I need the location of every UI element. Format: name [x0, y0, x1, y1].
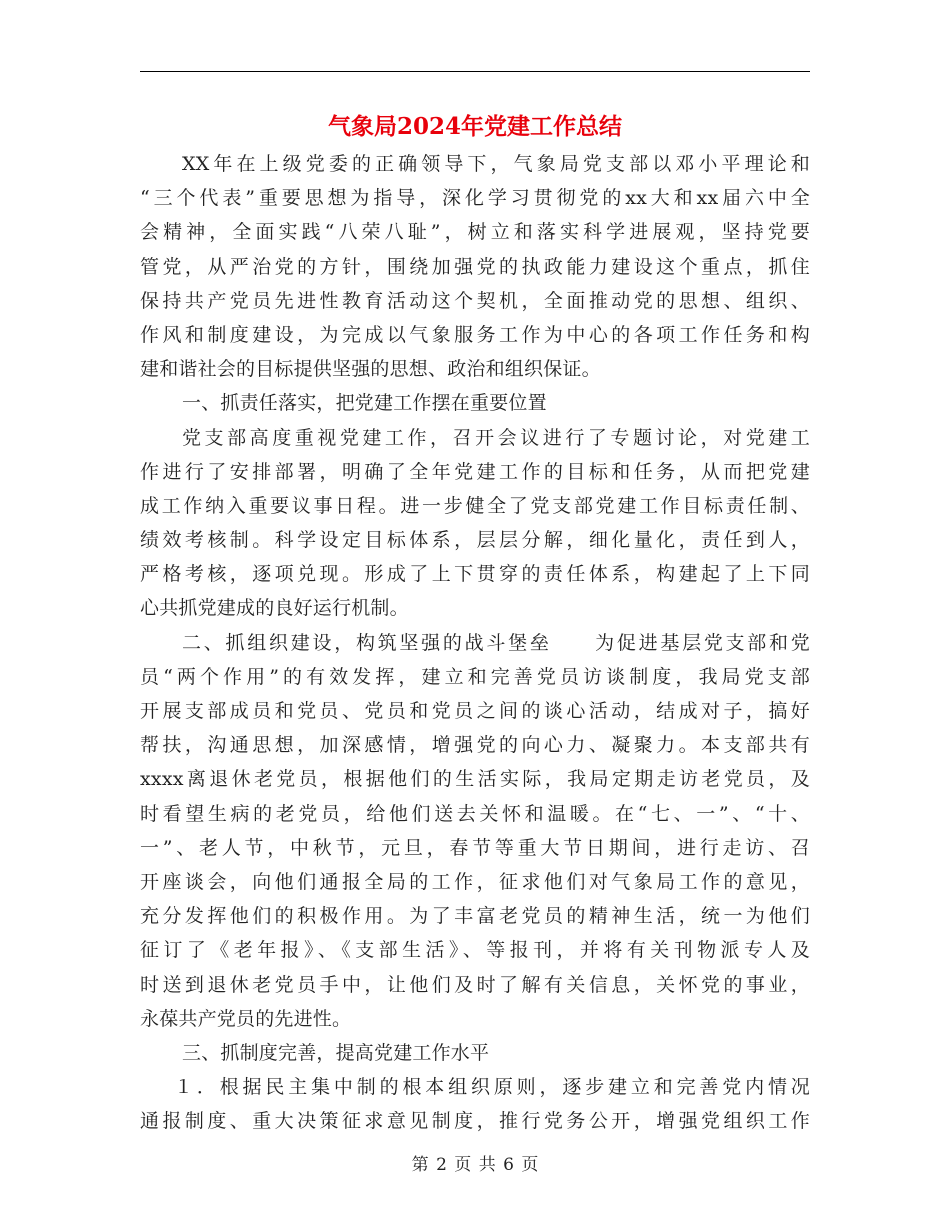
body-line: 时送到退休老党员手中，让他们及时了解有关信息，关怀党的事业，	[140, 973, 810, 996]
body-line: 绩效考核制。科学设定目标体系，层层分解，细化量化，责任到人，	[140, 529, 810, 552]
body-line: 一”、老人节，中秋节，元旦，春节等重大节日期间，进行走访、召	[140, 836, 810, 859]
body-line: 永葆共产党员的先进性。	[140, 1007, 352, 1030]
body-line: 心共抓党建成的良好运行机制。	[140, 597, 409, 620]
body-line: 严格考核，逐项兑现。形成了上下贯穿的责任体系，构建起了上下同	[140, 563, 810, 586]
body-line: 建和谐社会的目标提供坚强的思想、政治和组织保证。	[140, 358, 601, 381]
body-line: 员“两个作用”的有效发挥，建立和完善党员访谈制度，我局党支部	[140, 665, 810, 688]
body-line: 开座谈会，向他们通报全局的工作，征求他们对气象局工作的意见，	[140, 870, 810, 893]
body-line: 帮扶，沟通思想，加深感情，增强党的向心力、凝聚力。本支部共有	[140, 734, 810, 757]
body-line: 作进行了安排部署，明确了全年党建工作的目标和任务，从而把党建	[140, 460, 810, 483]
body-line: 开展支部成员和党员、党员和党员之间的谈心活动，结成对子，搞好	[140, 700, 810, 722]
section-heading: 一、抓责任落实，把党建工作摆在重要位置	[182, 392, 547, 415]
body-line: 保持共产党员先进性教育活动这个契机，全面推动党的思想、组织、	[140, 289, 810, 312]
page-number: 第 2 页 共 6 页	[411, 1155, 539, 1175]
body-line: 会精神，全面实践“八荣八耻”，树立和落实科学进展观，坚持党要	[140, 221, 810, 244]
body-line: 作风和制度建设，为完成以气象服务工作为中心的各项工作任务和构	[140, 323, 810, 346]
document-body	[140, 147, 810, 1138]
body-line: 成工作纳入重要议事日程。进一步健全了党支部党建工作目标责任制、	[140, 494, 810, 517]
body-line: 通报制度、重大决策征求意见制度，推行党务公开，增强党组织工作	[140, 1110, 810, 1133]
body-line: “三个代表”重要思想为指导，深化学习贯彻党的xx大和xx届六中全	[140, 187, 810, 210]
body-line: XX年在上级党委的正确领导下，气象局党支部以邓小平理论和	[182, 153, 810, 175]
document-title: 气象局2024年党建工作总结	[327, 113, 622, 140]
section-heading: 三、抓制度完善，提高党建工作水平	[182, 1041, 490, 1064]
body-line: 时看望生病的老党员，给他们送去关怀和温暖。在“七、一”、“十、	[140, 802, 810, 825]
body-line: 充分发挥他们的积极作用。为了丰富老党员的精神生活，统一为他们	[140, 905, 810, 928]
body-line: 征订了《老年报》、《支部生活》、等报刊，并将有关刊物派专人及	[140, 939, 810, 962]
header-rule	[140, 71, 810, 72]
body-line: 党支部高度重视党建工作，召开会议进行了专题讨论，对党建工	[182, 426, 810, 449]
body-line: xxxx离退休老党员，根据他们的生活实际，我局定期走访老党员，及	[140, 768, 810, 791]
body-line: 管党，从严治党的方针，围绕加强党的执政能力建设这个重点，抓住	[140, 255, 810, 278]
section-heading: 二、抓组织建设，构筑坚强的战斗堡垒 为促进基层党支部和党	[182, 631, 810, 654]
body-line: １．根据民主集中制的根本组织原则，逐步建立和完善党内情况	[174, 1076, 810, 1099]
